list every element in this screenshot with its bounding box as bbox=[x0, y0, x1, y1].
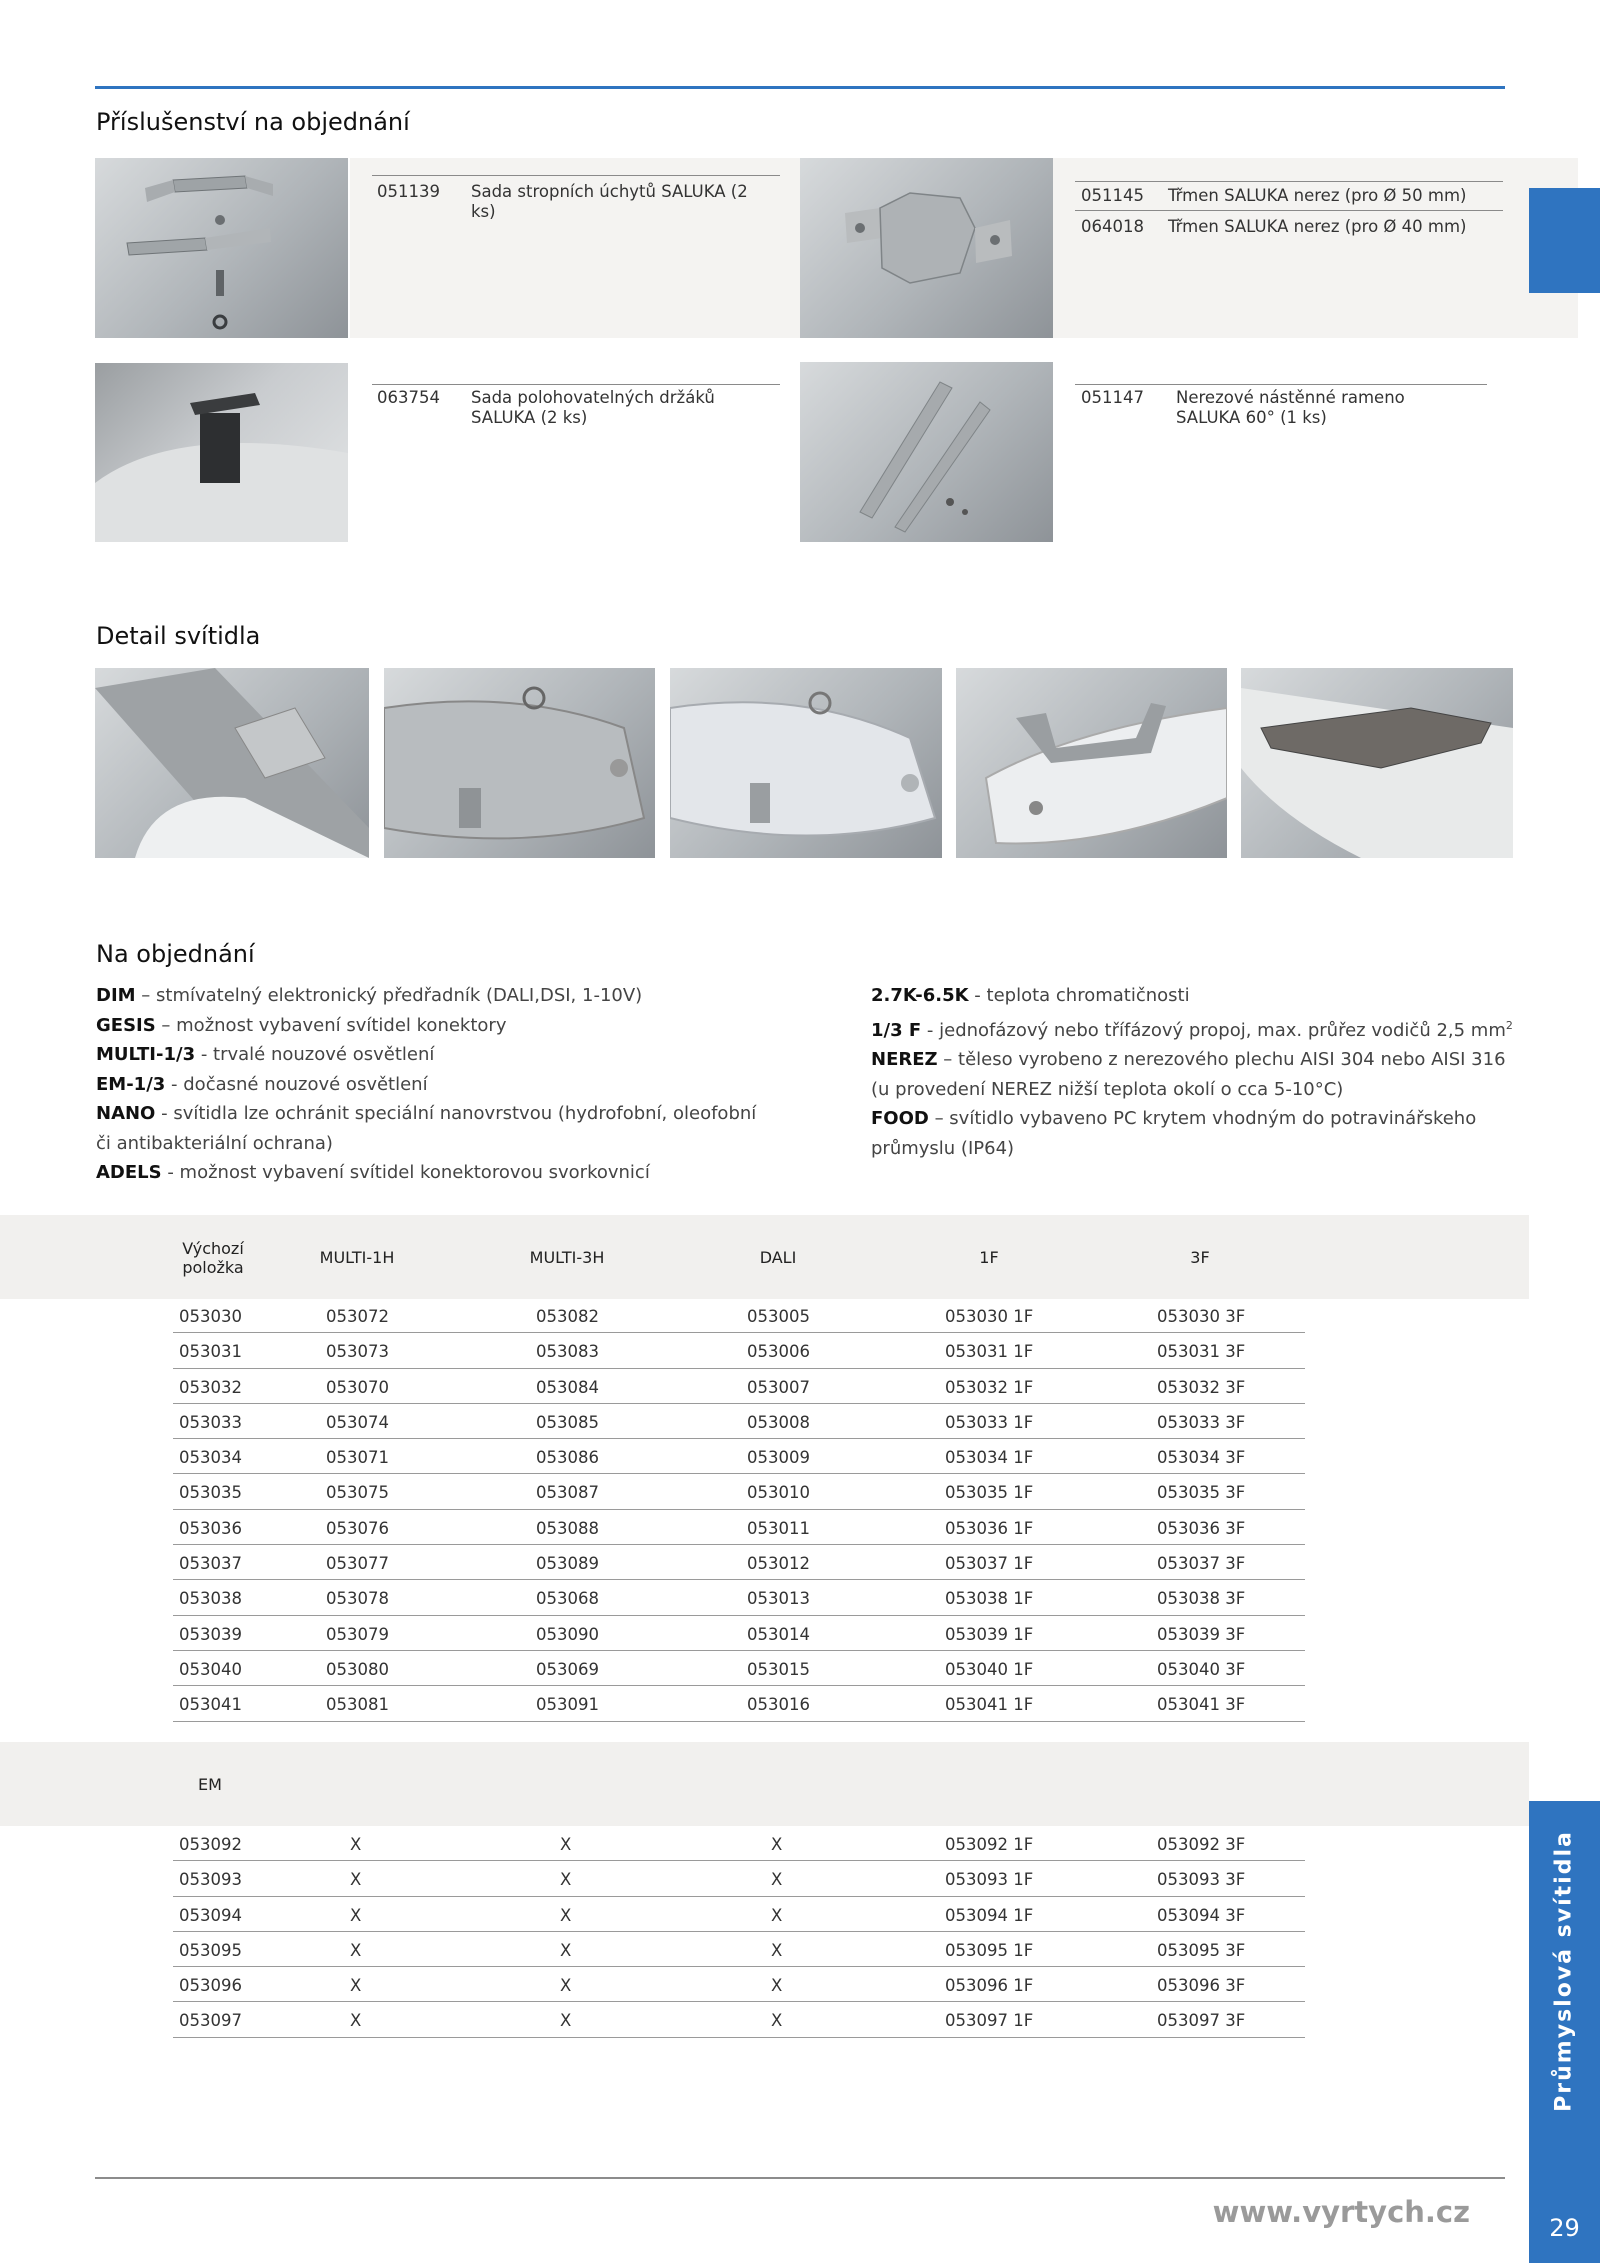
accessory-code: 063754 bbox=[377, 388, 440, 407]
accessory-code: 051145 bbox=[1081, 186, 1144, 205]
table-row bbox=[173, 1897, 1305, 1932]
table-cell: 053030 bbox=[179, 1307, 242, 1326]
info-line: GESIS – možnost vybavení svítidel konektory bbox=[96, 1014, 507, 1036]
table-cell: X bbox=[350, 1976, 362, 1996]
table-row bbox=[173, 1932, 1305, 1967]
table-cell: 053034 3F bbox=[1157, 1448, 1246, 1468]
table-cell: 053007 bbox=[747, 1377, 810, 1397]
accessory-rule bbox=[1075, 384, 1487, 385]
table-row bbox=[173, 1616, 1305, 1651]
table-main bbox=[173, 1298, 1305, 1722]
table-row bbox=[173, 1474, 1305, 1509]
table-cell: 053084 bbox=[536, 1377, 599, 1397]
accessory-code: 064018 bbox=[1081, 217, 1144, 236]
table-cell: 053010 bbox=[747, 1483, 810, 1503]
accessory-rule bbox=[1075, 210, 1503, 211]
detail-photo-1 bbox=[95, 668, 369, 858]
table-cell: 053072 bbox=[326, 1307, 389, 1326]
table-cell: 053069 bbox=[536, 1659, 599, 1679]
table-cell: 053011 bbox=[747, 1518, 810, 1538]
table-cell: 053088 bbox=[536, 1518, 599, 1538]
table-cell: 053037 bbox=[179, 1554, 242, 1574]
info-line: 2.7K-6.5K - teplota chromatičnosti bbox=[871, 985, 1190, 1006]
bottom-rule bbox=[95, 2177, 1505, 2179]
table-cell: 053030 1F bbox=[945, 1307, 1034, 1326]
table-cell: 053085 bbox=[536, 1412, 599, 1432]
table-cell: X bbox=[350, 1940, 362, 1960]
table-cell: 053039 3F bbox=[1157, 1624, 1246, 1644]
photo-clamp bbox=[800, 158, 1053, 338]
photo-holder bbox=[95, 363, 348, 542]
table-cell: 053033 3F bbox=[1157, 1412, 1246, 1432]
table-cell: X bbox=[771, 1870, 783, 1890]
table-cell: 053097 bbox=[179, 2011, 242, 2031]
table-cell: 053041 3F bbox=[1157, 1695, 1246, 1715]
accessory-description: SALUKA (2 ks) bbox=[471, 408, 588, 427]
accessory-description: Třmen SALUKA nerez (pro Ø 50 mm) bbox=[1168, 186, 1467, 205]
table-cell: X bbox=[771, 1940, 783, 1960]
table-cell: X bbox=[560, 1976, 572, 1996]
table-cell: X bbox=[350, 1870, 362, 1890]
table-cell: X bbox=[560, 1940, 572, 1960]
table-cell: 053035 bbox=[179, 1483, 242, 1503]
table-cell: X bbox=[560, 1835, 572, 1854]
order-title: Na objednání bbox=[96, 940, 255, 968]
info-line: MULTI-1/3 - trvalé nouzové osvětlení bbox=[96, 1044, 435, 1065]
table-cell: 053074 bbox=[326, 1412, 389, 1432]
table-cell: 053097 1F bbox=[945, 2011, 1034, 2031]
table-cell: 053005 bbox=[747, 1307, 810, 1326]
table-row bbox=[173, 1580, 1305, 1615]
order-info-left bbox=[96, 981, 816, 1188]
table-row bbox=[173, 1404, 1305, 1439]
accessory-description: Třmen SALUKA nerez (pro Ø 40 mm) bbox=[1168, 217, 1467, 236]
table-cell: 053077 bbox=[326, 1554, 389, 1574]
table-cell: 053036 1F bbox=[945, 1518, 1034, 1538]
table-cell: 053015 bbox=[747, 1659, 810, 1679]
info-line: či antibakteriální ochrana) bbox=[96, 1132, 333, 1154]
table-cell: 053040 3F bbox=[1157, 1659, 1246, 1679]
table-cell: 053083 bbox=[536, 1342, 599, 1362]
table-cell: 053038 1F bbox=[945, 1589, 1034, 1609]
page-number: 29 bbox=[1549, 2214, 1580, 2242]
detail-photo-5 bbox=[1241, 668, 1513, 858]
top-rule bbox=[95, 86, 1505, 89]
table-cell: 053041 1F bbox=[945, 1695, 1034, 1715]
table-cell: 053068 bbox=[536, 1589, 599, 1609]
table-cell: X bbox=[560, 1870, 572, 1890]
order-info-right bbox=[871, 981, 1531, 1163]
table-row bbox=[173, 1651, 1305, 1686]
accessory-rule bbox=[372, 384, 780, 385]
table-cell: 053033 1F bbox=[945, 1412, 1034, 1432]
table-cell: 053092 1F bbox=[945, 1835, 1034, 1854]
column-header: DALI bbox=[759, 1248, 797, 1267]
column-header: 3F bbox=[1190, 1248, 1210, 1267]
table-cell: 053033 bbox=[179, 1412, 242, 1432]
table-cell: 053093 bbox=[179, 1870, 242, 1890]
table-cell: 053095 bbox=[179, 1940, 242, 1960]
table-cell: 053039 1F bbox=[945, 1624, 1034, 1644]
table-row bbox=[173, 1861, 1305, 1896]
photo-wall-arm bbox=[800, 362, 1053, 542]
column-header: MULTI-3H bbox=[529, 1248, 605, 1267]
accessory-description: Sada polohovatelných držáků bbox=[471, 388, 715, 407]
table-cell: 053092 bbox=[179, 1835, 242, 1854]
side-category-tab bbox=[1529, 1801, 1600, 2263]
table-cell: 053008 bbox=[747, 1412, 810, 1432]
table-cell: 053039 bbox=[179, 1624, 242, 1644]
table-cell: 053070 bbox=[326, 1377, 389, 1397]
info-line: NEREZ – těleso vyrobeno z nerezového plechu AISI 304 nebo AISI 316 bbox=[871, 1049, 1506, 1070]
accessories-title: Příslušenství na objednání bbox=[96, 108, 410, 136]
table-row bbox=[173, 1298, 1305, 1333]
info-line: FOOD – svítidlo vybaveno PC krytem vhodným do potravinářskeho bbox=[871, 1108, 1477, 1129]
table-cell: 053009 bbox=[747, 1448, 810, 1468]
table-cell: X bbox=[560, 2011, 572, 2031]
table-row bbox=[173, 1333, 1305, 1368]
info-line: (u provedení NEREZ nižší teplota okolí o cca 5-10°C) bbox=[871, 1078, 1344, 1100]
accessory-rule bbox=[1075, 181, 1503, 182]
info-line: EM-1/3 - dočasné nouzové osvětlení bbox=[96, 1073, 428, 1095]
info-line: ADELS - možnost vybavení svítidel konektorovou svorkovnicí bbox=[96, 1162, 650, 1183]
table-cell: 053093 3F bbox=[1157, 1870, 1246, 1890]
column-header: MULTI-1H bbox=[319, 1248, 395, 1267]
table-row bbox=[173, 1826, 1305, 1861]
table-cell: 053096 bbox=[179, 1976, 242, 1996]
accessory-description: Nerezové nástěnné rameno bbox=[1176, 388, 1405, 407]
table-cell: X bbox=[771, 1976, 783, 1996]
table-cell: 053093 1F bbox=[945, 1870, 1034, 1890]
table-cell: 053035 1F bbox=[945, 1483, 1034, 1503]
column-header: Výchozí položka bbox=[182, 1239, 244, 1277]
table-cell: X bbox=[771, 2011, 783, 2031]
table-cell: 053014 bbox=[747, 1624, 810, 1644]
table-cell: 053034 1F bbox=[945, 1448, 1034, 1468]
table-cell: 053012 bbox=[747, 1554, 810, 1574]
table-cell: X bbox=[350, 1835, 362, 1854]
info-line: 1/3 F - jednofázový nebo třífázový propoj, max. průřez vodičů 2,5 $mm^2$ bbox=[871, 1018, 1513, 1041]
detail-title: Detail svítidla bbox=[96, 622, 261, 650]
accessory-code: 051139 bbox=[377, 182, 440, 201]
info-line: průmyslu (IP64) bbox=[871, 1137, 1015, 1159]
table-cell: 053036 3F bbox=[1157, 1518, 1246, 1538]
table-cell: 053091 bbox=[536, 1695, 599, 1715]
table-cell: 053089 bbox=[536, 1554, 599, 1574]
website-link[interactable]: www.vyrtych.cz bbox=[1212, 2195, 1470, 2229]
table-cell: X bbox=[350, 2011, 362, 2031]
table-cell: 053016 bbox=[747, 1695, 810, 1715]
accessory-code: 051147 bbox=[1081, 388, 1144, 407]
table-cell: 053038 3F bbox=[1157, 1589, 1246, 1609]
table-cell: 053040 bbox=[179, 1659, 242, 1679]
table-cell: 053032 bbox=[179, 1377, 242, 1397]
table-cell: 053031 bbox=[179, 1342, 242, 1362]
accessory-description: SALUKA 60° (1 ks) bbox=[1176, 408, 1327, 427]
table-cell: 053079 bbox=[326, 1624, 389, 1644]
table-cell: 053013 bbox=[747, 1589, 810, 1609]
table-cell: 053036 bbox=[179, 1518, 242, 1538]
table-cell: 053031 3F bbox=[1157, 1342, 1246, 1362]
table-cell: 053087 bbox=[536, 1483, 599, 1503]
table-cell: X bbox=[350, 1905, 362, 1925]
side-tab-top bbox=[1529, 188, 1600, 293]
table-row bbox=[173, 2002, 1305, 2037]
accessory-rule bbox=[372, 175, 780, 176]
table-cell: 053037 3F bbox=[1157, 1554, 1246, 1574]
accessory-description: Sada stropních úchytů SALUKA (2 ks) bbox=[471, 182, 748, 221]
table-cell: X bbox=[771, 1905, 783, 1925]
table-cell: 053081 bbox=[326, 1695, 389, 1715]
table-cell: 053094 bbox=[179, 1905, 242, 1925]
table-cell: 053095 1F bbox=[945, 1940, 1034, 1960]
table-cell: 053076 bbox=[326, 1518, 389, 1538]
table-cell: 053094 1F bbox=[945, 1905, 1034, 1925]
table-row bbox=[173, 1510, 1305, 1545]
table-cell: 053092 3F bbox=[1157, 1835, 1246, 1854]
table-cell: 053082 bbox=[536, 1307, 599, 1326]
table-row bbox=[173, 1369, 1305, 1404]
table-em bbox=[173, 1826, 1305, 2038]
table-cell: 053080 bbox=[326, 1659, 389, 1679]
table-cell: 053095 3F bbox=[1157, 1940, 1246, 1960]
table-cell: 053096 3F bbox=[1157, 1976, 1246, 1996]
info-line: DIM – stmívatelný elektronický předřadník (DALI,DSI, 1-10V) bbox=[96, 985, 643, 1006]
table-cell: X bbox=[560, 1905, 572, 1925]
table-cell: 053071 bbox=[326, 1448, 389, 1468]
table-cell: 053096 1F bbox=[945, 1976, 1034, 1996]
table-cell: 053090 bbox=[536, 1624, 599, 1644]
table-cell: 053035 3F bbox=[1157, 1483, 1246, 1503]
detail-photo-2 bbox=[384, 668, 655, 858]
table-cell: 053031 1F bbox=[945, 1342, 1034, 1362]
table-cell: X bbox=[771, 1835, 783, 1854]
table-cell: 053006 bbox=[747, 1342, 810, 1362]
detail-photo-3 bbox=[670, 668, 942, 858]
side-label: Průmyslová svítidla bbox=[1551, 1830, 1577, 2112]
table-cell: 053086 bbox=[536, 1448, 599, 1468]
column-header: 1F bbox=[979, 1248, 999, 1267]
table-cell: 053040 1F bbox=[945, 1659, 1034, 1679]
table-cell: 053032 3F bbox=[1157, 1377, 1246, 1397]
table-cell: 053038 bbox=[179, 1589, 242, 1609]
detail-photo-4 bbox=[956, 668, 1227, 858]
table-row bbox=[173, 1545, 1305, 1580]
table-cell: 053075 bbox=[326, 1483, 389, 1503]
table-cell: 053032 1F bbox=[945, 1377, 1034, 1397]
table-cell: 053073 bbox=[326, 1342, 389, 1362]
table-cell: 053037 1F bbox=[945, 1554, 1034, 1574]
table-row bbox=[173, 1967, 1305, 2002]
table-cell: 053034 bbox=[179, 1448, 242, 1468]
table-cell: 053030 3F bbox=[1157, 1307, 1246, 1326]
table-cell: 053097 3F bbox=[1157, 2011, 1246, 2031]
table-cell: 053094 3F bbox=[1157, 1905, 1246, 1925]
table-cell: 053078 bbox=[326, 1589, 389, 1609]
photo-ceiling-brackets bbox=[95, 158, 348, 338]
info-line: NANO - svítidla lze ochránit speciální nanovrstvou (hydrofobní, oleofobní bbox=[96, 1103, 757, 1124]
table-row bbox=[173, 1439, 1305, 1474]
table-cell: 053041 bbox=[179, 1695, 242, 1715]
table-row bbox=[173, 1686, 1305, 1721]
column-header: EM bbox=[198, 1775, 222, 1794]
